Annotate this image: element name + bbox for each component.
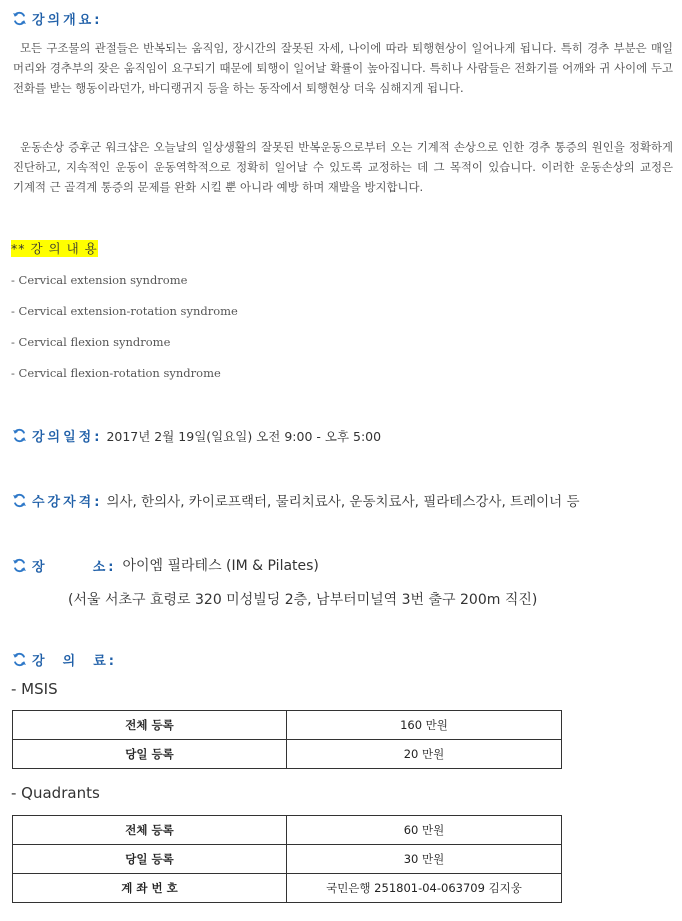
fee-label: 당일 등록 xyxy=(13,845,287,874)
refresh-arrows-icon xyxy=(11,427,28,444)
schedule-row xyxy=(11,426,381,445)
fee-value: 30 만원 xyxy=(287,845,562,874)
fee-heading: 강 의 료: xyxy=(11,650,117,669)
schedule-value: 2017년 2월 19일(일요일) 오전 9:00 - 오후 5:00 xyxy=(106,428,382,444)
fee-label: 당일 등록 xyxy=(13,740,287,769)
table-row xyxy=(13,874,562,903)
overview-paragraph-1: 모든 구조물의 관절들은 반복되는 움직임, 장시간의 잘못된 자세, 나이에 따라 퇴행현상이 일어나게 됩니다. 특히 경추 부분은 매일 머리와 경추부의 잦은 움직임이 요구되기 때문에 퇴행이 일어날 확률이 높아집니다. 특히나 사람들은 전화기를 어깨와 귀 사이에 두고 전화를 받는 행동이라던가, 바디랭귀지 등을 하는 동작에서 퇴행현상 더욱 심해지게 됩니다. xyxy=(13,41,673,95)
refresh-arrows-icon xyxy=(11,651,28,668)
table-row xyxy=(13,740,562,769)
venue-value: 아이엠 필라테스 (IM & Pilates) xyxy=(122,558,319,574)
msis-fee-table xyxy=(12,710,562,769)
fee-value: 20 만원 xyxy=(287,740,562,769)
venue-heading: 장 소: xyxy=(11,556,116,575)
refresh-arrows-icon xyxy=(11,492,28,509)
fee-value: 160 만원 xyxy=(287,711,562,740)
table-row xyxy=(13,845,562,874)
content-item: - Cervical flexion-rotation syndrome xyxy=(11,366,221,380)
schedule-heading: 강의일정: xyxy=(11,426,102,445)
account-label: 계 좌 번 호 xyxy=(13,874,287,903)
content-item: - Cervical extension-rotation syndrome xyxy=(11,304,238,318)
eligibility-value: 의사, 한의사, 카이로프랙터, 물리치료사, 운동치료사, 필라테스강사, 트레이너 등 xyxy=(106,494,580,510)
overview-paragraph-2: 운동손상 증후군 워크샵은 오늘날의 일상생활의 잘못된 반복운동으로부터 오는 기계적 손상으로 인한 경추 통증의 원인을 정확하게 진단하고, 지속적인 운동이 운동역학적으로 정확히 일어날 수 있도록 교정하는 데 그 목적이 있습니다. 이러한 운동손상의 교정은 기계적 근 골격계 통증의 문제를 완화 시킬 뿐 아니라 예방 하며 재발을 방지합니다. xyxy=(13,140,673,194)
content-item: - Cervical extension syndrome xyxy=(11,273,188,287)
quadrants-title: - Quadrants xyxy=(11,784,100,802)
content-heading: ** 강 의 내 용 xyxy=(11,241,98,256)
fee-label: 전체 등록 xyxy=(13,711,287,740)
msis-title: - MSIS xyxy=(11,680,58,698)
quadrants-fee-table xyxy=(12,815,562,903)
content-item: - Cervical flexion syndrome xyxy=(11,335,171,349)
venue-row xyxy=(11,555,319,575)
refresh-arrows-icon xyxy=(11,557,28,574)
eligibility-heading: 수강자격: xyxy=(11,491,102,510)
venue-address: (서울 서초구 효령로 320 미성빌딩 2층, 남부터미널역 3번 출구 200m 직진) xyxy=(68,592,538,608)
fee-label: 전체 등록 xyxy=(13,816,287,845)
overview-heading: 강의개요: xyxy=(11,9,102,28)
eligibility-row xyxy=(11,490,580,510)
table-row xyxy=(13,711,562,740)
fee-value: 60 만원 xyxy=(287,816,562,845)
table-row xyxy=(13,816,562,845)
refresh-arrows-icon xyxy=(11,10,28,27)
account-value: 국민은행 251801-04-063709 김지웅 xyxy=(287,874,562,903)
